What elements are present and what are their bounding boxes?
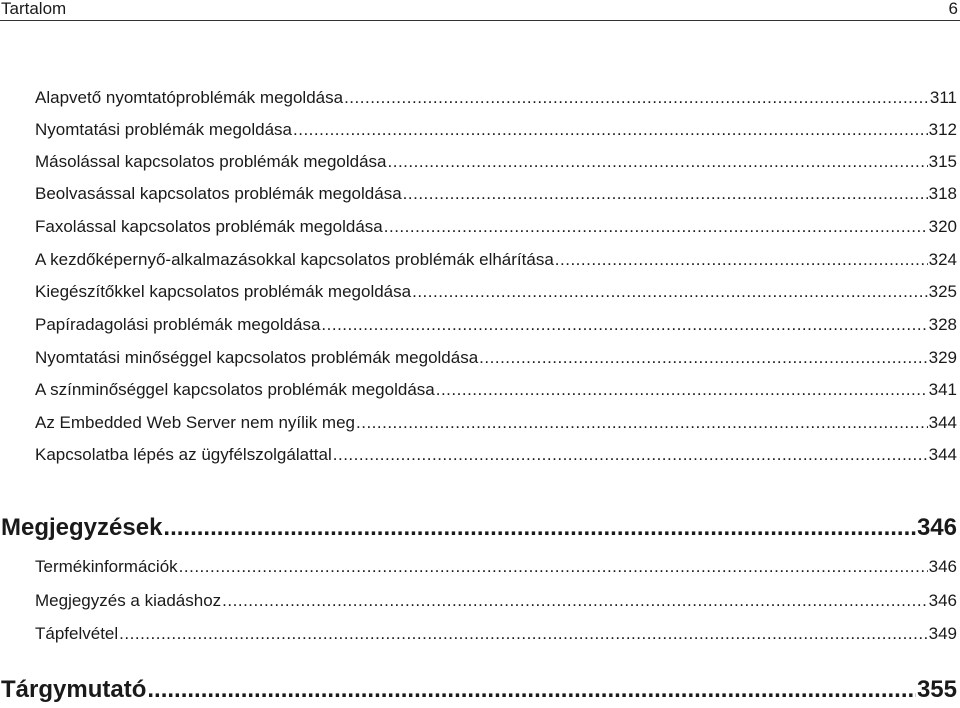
toc-entry-label: Papíradagolási problémák megoldása bbox=[35, 315, 321, 334]
toc-entry[interactable] bbox=[35, 443, 957, 467]
toc-entry[interactable] bbox=[35, 411, 957, 435]
toc-entry-page: 344 bbox=[928, 445, 957, 464]
toc-section-index[interactable] bbox=[1, 674, 957, 706]
toc-entry-page: 325 bbox=[928, 282, 957, 301]
toc-leader-dots bbox=[179, 555, 928, 579]
toc-leader-dots bbox=[119, 622, 927, 646]
toc-entry-label: Kapcsolatba lépés az ügyfélszolgálattal bbox=[35, 445, 332, 464]
toc-entry-label: Kiegészítőkkel kapcsolatos problémák megoldása bbox=[35, 282, 412, 301]
toc-leader-dots bbox=[388, 150, 928, 174]
header-page-number: 6 bbox=[948, 0, 958, 18]
toc-entry-label: Másolással kapcsolatos problémák megoldása bbox=[35, 152, 387, 171]
toc-entry-page: 349 bbox=[928, 624, 957, 643]
toc-entry[interactable] bbox=[35, 150, 957, 174]
toc-entry-page: 320 bbox=[928, 217, 957, 236]
toc-leader-dots bbox=[222, 589, 927, 613]
toc-section-label: Megjegyzések bbox=[1, 514, 163, 541]
toc-entry[interactable] bbox=[35, 378, 957, 402]
toc-entry[interactable] bbox=[35, 280, 957, 304]
toc-entry[interactable] bbox=[35, 248, 957, 272]
toc-section-label: Tárgymutató bbox=[1, 676, 147, 703]
header-title: Tartalom bbox=[1, 0, 67, 18]
toc-entry[interactable] bbox=[35, 86, 957, 110]
toc-leader-dots bbox=[333, 443, 928, 467]
toc-entry-page: 324 bbox=[928, 250, 957, 269]
toc-section-page: 346 bbox=[916, 514, 957, 541]
toc-leader-dots bbox=[384, 215, 928, 239]
toc-entry-page: 311 bbox=[929, 88, 957, 107]
toc-leader-dots bbox=[412, 280, 928, 304]
toc-leader-dots bbox=[555, 248, 928, 272]
toc-entry-page: 318 bbox=[928, 184, 957, 203]
toc-entry-label: Beolvasással kapcsolatos problémák megoldása bbox=[35, 184, 402, 203]
toc-leader-dots bbox=[344, 86, 929, 110]
toc-entry-label: Tápfelvétel bbox=[35, 624, 119, 643]
toc-entry-page: 312 bbox=[928, 120, 957, 139]
toc-entry[interactable] bbox=[35, 622, 957, 646]
toc-section-notices[interactable] bbox=[1, 512, 957, 544]
toc-entry-label: A színminőséggel kapcsolatos problémák megoldása bbox=[35, 380, 435, 399]
toc-section-page: 355 bbox=[916, 676, 957, 703]
toc-leader-dots bbox=[321, 313, 927, 337]
toc-entry-page: 329 bbox=[928, 348, 957, 367]
toc-entry-label: Megjegyzés a kiadáshoz bbox=[35, 591, 222, 610]
toc-leader-dots bbox=[436, 378, 928, 402]
toc-entry-label: Nyomtatási minőséggel kapcsolatos problémák megoldása bbox=[35, 348, 479, 367]
toc-entry-label: Alapvető nyomtatóproblémák megoldása bbox=[35, 88, 344, 107]
toc-entry-page: 328 bbox=[928, 315, 957, 334]
toc-leader-dots bbox=[403, 182, 928, 206]
toc-entry-label: Nyomtatási problémák megoldása bbox=[35, 120, 293, 139]
toc-entry[interactable] bbox=[35, 313, 957, 337]
toc-entry-page: 341 bbox=[928, 380, 957, 399]
toc-leader-dots bbox=[147, 674, 916, 706]
toc-entry-page: 315 bbox=[928, 152, 957, 171]
toc-entry[interactable] bbox=[35, 589, 957, 613]
toc-entry-page: 344 bbox=[928, 413, 957, 432]
page-header bbox=[0, 0, 960, 21]
toc-entry-label: Faxolással kapcsolatos problémák megoldása bbox=[35, 217, 383, 236]
toc-entry-page: 346 bbox=[928, 557, 957, 576]
toc-entry[interactable] bbox=[35, 215, 957, 239]
toc-leader-dots bbox=[293, 118, 928, 142]
toc-leader-dots bbox=[479, 346, 927, 370]
toc-entry[interactable] bbox=[35, 555, 957, 579]
toc-entry-label: Termékinformációk bbox=[35, 557, 178, 576]
toc-entry-label: A kezdőképernyő-alkalmazásokkal kapcsolatos problémák elhárítása bbox=[35, 250, 554, 269]
toc-entry[interactable] bbox=[35, 346, 957, 370]
toc-leader-dots bbox=[356, 411, 928, 435]
toc-entry[interactable] bbox=[35, 182, 957, 206]
toc-entry-label: Az Embedded Web Server nem nyílik meg bbox=[35, 413, 355, 432]
toc-entry-page: 346 bbox=[928, 591, 957, 610]
toc-leader-dots bbox=[163, 512, 916, 544]
toc-entry[interactable] bbox=[35, 118, 957, 142]
